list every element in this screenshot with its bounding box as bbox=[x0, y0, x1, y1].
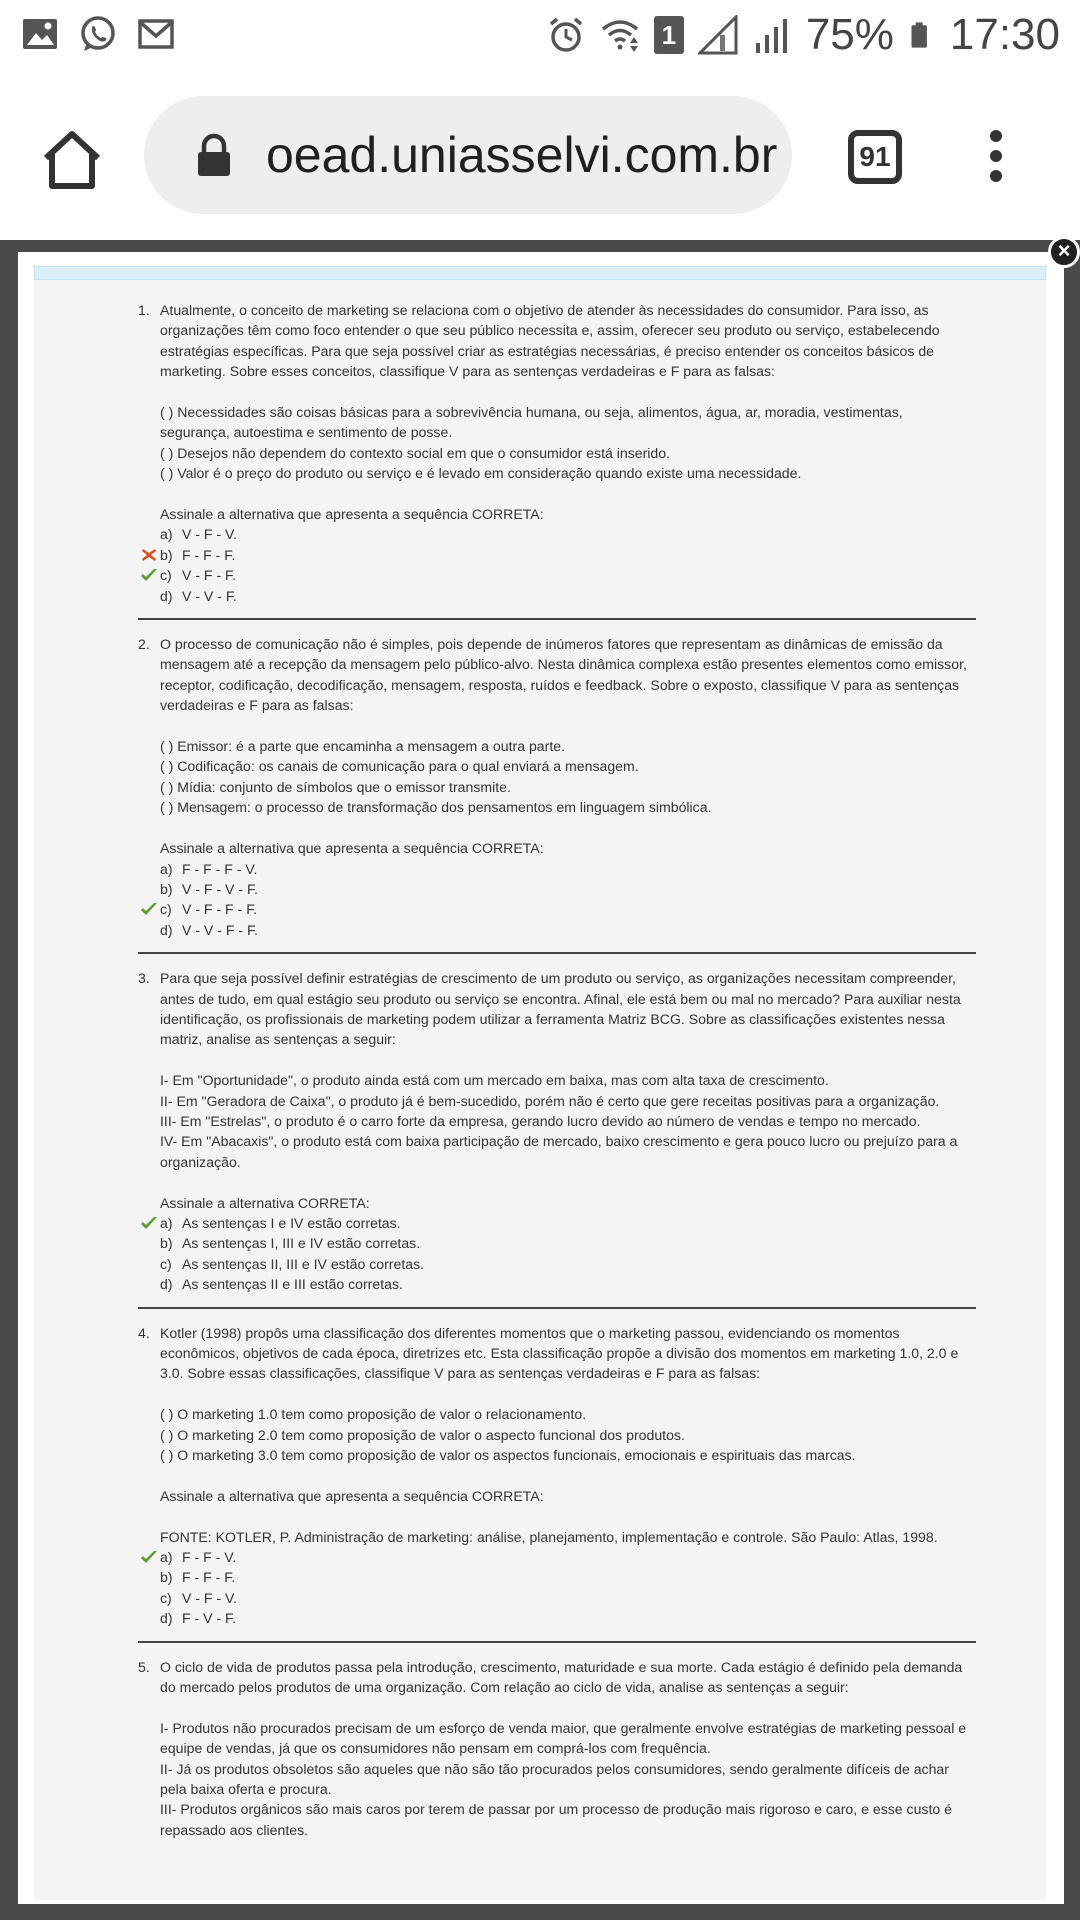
question-paragraph: ( ) Desejos não dependem do contexto social em que o consumidor está inserido. bbox=[160, 444, 671, 461]
question-paragraph: III- Em "Estrelas", o produto é o carro forte da empresa, gerando lucro devido ao número de vendas e tempo no mercado. bbox=[160, 1112, 921, 1129]
answer-option bbox=[160, 1254, 976, 1274]
option-letter: c) bbox=[160, 567, 172, 584]
option-text: V - F - F. bbox=[182, 567, 237, 584]
question-paragraph: II- Já os produtos obsoletos são aqueles que não são tão procurados pelos consumidores, sendo geralmente difíceis de achar pela baixa oferta e procura. bbox=[160, 1760, 949, 1798]
question-body bbox=[160, 1323, 976, 1629]
option-letter: b) bbox=[160, 880, 173, 897]
question-body bbox=[160, 1657, 976, 1841]
question-number: 5. bbox=[138, 1658, 150, 1675]
question-paragraph: ( ) Mensagem: o processo de transformação dos pensamentos em linguagem simbólica. bbox=[160, 799, 712, 816]
answer-option bbox=[160, 1588, 976, 1608]
question-paragraph: Atualmente, o conceito de marketing se relaciona com o objetivo de atender às necessidades do consumidor. Para isso, as organizações têm como foco entender o que seu público necessita e, assim, oferecer seu produto ou serviço, estabelecendo estratégias específicas. Para que seja possível criar as estratégias necessárias, é preciso entender os conceitos básicos de marketing. Sobre esses conceitos, classifique V para as sentenças verdadeiras e F para as falsas: bbox=[160, 302, 940, 380]
option-letter: c) bbox=[160, 1589, 172, 1606]
lock-icon bbox=[196, 133, 232, 177]
option-text: As sentenças II, III e IV estão corretas. bbox=[182, 1255, 425, 1272]
answer-option bbox=[160, 1547, 976, 1567]
spacer bbox=[160, 818, 976, 838]
question-divider bbox=[138, 952, 976, 954]
question-divider bbox=[138, 1307, 976, 1309]
answer-option bbox=[160, 524, 976, 544]
question-2 bbox=[138, 634, 976, 940]
alarm-icon bbox=[546, 15, 586, 55]
option-letter: d) bbox=[160, 1276, 173, 1293]
question-paragraph: O processo de comunicação não é simples, pois depende de inúmeros fatores que representam as dinâmicas de emissão da mensagem até a recepção da mensagem pelo público-alvo. Nesta dinâmica complexa estão presentes elementos como emissor, receptor, codificação, decodificação, mensagem, resposta, ruídos e feedback. Sobre o exposto, classifique V para as sentenças verdadeiras e F para as falsas: bbox=[160, 636, 967, 714]
question-number: 2. bbox=[138, 636, 150, 653]
more-menu-icon[interactable] bbox=[976, 128, 1016, 184]
option-letter: d) bbox=[160, 921, 173, 938]
option-text: V - V - F. bbox=[182, 587, 237, 604]
answer-option bbox=[160, 1608, 976, 1628]
question-row bbox=[138, 968, 976, 1294]
spacer bbox=[160, 1506, 976, 1526]
answer-option bbox=[160, 1567, 976, 1587]
question-number: 1. bbox=[138, 302, 150, 318]
question-paragraph: Assinale a alternativa CORRETA: bbox=[160, 1194, 370, 1211]
question-body bbox=[160, 968, 976, 1294]
question-paragraph: ( ) Emissor: é a parte que encaminha a mensagem a outra parte. bbox=[160, 738, 566, 755]
option-letter: a) bbox=[160, 1549, 173, 1566]
question-paragraph: FONTE: KOTLER, P. Administração de marketing: análise, planejamento, implementação e controle. São Paulo: Atlas, 1998. bbox=[160, 1528, 938, 1545]
question-paragraph: ( ) Mídia: conjunto de símbolos que o emissor transmite. bbox=[160, 778, 511, 795]
question-list bbox=[138, 300, 976, 1840]
question-paragraph: I- Produtos não procurados precisam de um esforço de venda maior, que geralmente envolve estratégias de marketing pessoal e equipe de vendas, já que os consumidores não pensam em comprá-los com frequência. bbox=[160, 1719, 967, 1757]
option-text: F - F - F. bbox=[182, 546, 236, 563]
wifi-icon bbox=[600, 15, 640, 55]
question-divider bbox=[138, 618, 976, 620]
signal-icon bbox=[698, 15, 738, 55]
status-bar bbox=[0, 0, 1080, 72]
question-paragraph: ( ) Necessidades são coisas básicas para a sobrevivência humana, ou seja, alimentos, água, ar, moradia, vestimentas, segurança, autoestima e sentimento de posse. bbox=[160, 404, 903, 441]
clock: 17:30 bbox=[949, 10, 1060, 59]
question-row bbox=[138, 1323, 976, 1629]
answer-option bbox=[160, 879, 976, 899]
option-letter: d) bbox=[160, 1610, 173, 1627]
question-paragraph: ( ) Valor é o preço do produto ou serviço e é levado em consideração quando existe uma necessidade. bbox=[160, 465, 802, 482]
battery-percent: 75% bbox=[805, 10, 894, 59]
question-body bbox=[160, 634, 976, 940]
spacer bbox=[160, 1172, 976, 1192]
option-letter: b) bbox=[160, 1569, 173, 1586]
question-paragraph: I- Em "Oportunidade", o produto ainda está com um mercado em baixa, mas com alta taxa de crescimento. bbox=[160, 1072, 829, 1089]
question-divider bbox=[138, 1641, 976, 1643]
check-icon bbox=[140, 567, 158, 583]
option-text: F - F - F. bbox=[182, 1569, 236, 1586]
question-paragraph: Kotler (1998) propôs uma classificação dos diferentes momentos que o marketing passou, evidenciando os momentos econômicos, objetivos de cada época, diretrizes etc. Esta classificação propõe a divisão dos momentos em marketing 1.0, 2.0 e 3.0. Sobre essas classificações, classifique V para as sentenças verdadeiras e F para as falsas: bbox=[160, 1324, 959, 1382]
gallery-icon bbox=[20, 14, 60, 54]
spacer bbox=[160, 484, 976, 504]
option-letter: c) bbox=[160, 901, 172, 918]
answer-option bbox=[160, 920, 976, 940]
spacer bbox=[160, 382, 976, 402]
answer-option bbox=[160, 1213, 976, 1233]
question-paragraph: III- Produtos orgânicos são mais caros por terem de passar por um processo de produção mais rigoroso e caro, e esse custo é repassado aos clientes. bbox=[160, 1801, 952, 1838]
battery-icon bbox=[908, 15, 936, 55]
option-letter: a) bbox=[160, 860, 173, 877]
question-paragraph: O ciclo de vida de produtos passa pela introdução, crescimento, maturidade e sua morte. Cada estágio é definido pela demanda do mercado pelos produtos de uma organização. Com relação ao ciclo de vida, analise as sentenças a seguir: bbox=[160, 1658, 963, 1696]
question-paragraph: Assinale a alternativa que apresenta a sequência CORRETA: bbox=[160, 1487, 544, 1504]
question-number: 3. bbox=[138, 970, 150, 987]
modal-content bbox=[34, 280, 1046, 1900]
question-3 bbox=[138, 968, 976, 1294]
question-row bbox=[138, 300, 976, 606]
sim-icon: 1 bbox=[654, 16, 684, 54]
answer-option bbox=[160, 1233, 976, 1253]
answer-option bbox=[160, 899, 976, 919]
question-row bbox=[138, 634, 976, 940]
question-row bbox=[138, 1657, 976, 1841]
question-number: 4. bbox=[138, 1324, 150, 1341]
option-text: F - V - F. bbox=[182, 1610, 237, 1627]
question-paragraph: Assinale a alternativa que apresenta a sequência CORRETA: bbox=[160, 506, 544, 523]
option-letter: b) bbox=[160, 546, 173, 563]
browser-toolbar bbox=[0, 72, 1080, 240]
option-text: V - F - F - F. bbox=[182, 901, 258, 918]
signal-icon bbox=[752, 15, 792, 55]
option-text: As sentenças I e IV estão corretas. bbox=[182, 1214, 401, 1231]
option-letter: c) bbox=[160, 1255, 172, 1272]
answer-option bbox=[160, 586, 976, 606]
gmail-icon bbox=[136, 14, 176, 54]
question-1 bbox=[138, 300, 976, 606]
home-icon[interactable] bbox=[40, 128, 104, 192]
check-icon bbox=[140, 1549, 158, 1565]
url-text: oead.uniasselvi.com.br bbox=[266, 127, 778, 183]
option-text: F - F - F - V. bbox=[182, 860, 258, 877]
spacer bbox=[160, 1050, 976, 1070]
question-4 bbox=[138, 1323, 976, 1629]
modal-header-bar bbox=[34, 266, 1046, 280]
whatsapp-icon bbox=[78, 14, 118, 54]
answer-option bbox=[160, 859, 976, 879]
question-paragraph: Para que seja possível definir estratégias de crescimento de um produto ou serviço, as organizações necessitam compreender, antes de tudo, em qual estágio seu produto ou serviço se encontra. Afinal, ele está bem ou mal no mercado? Para auxiliar nesta identificação, os profissionais de marketing podem utilizar a ferramenta Matriz BCG. Sobre as classificações existentes nessa matriz, analise as sentenças a seguir: bbox=[160, 970, 961, 1048]
option-letter: b) bbox=[160, 1235, 173, 1252]
spacer bbox=[160, 1384, 976, 1404]
close-icon[interactable]: × bbox=[1048, 236, 1080, 268]
spacer bbox=[160, 1697, 976, 1717]
option-letter: d) bbox=[160, 587, 173, 604]
option-text: V - F - V. bbox=[182, 526, 238, 543]
question-paragraph: ( ) Codificação: os canais de comunicação para o qual enviará a mensagem. bbox=[160, 758, 639, 775]
cross-icon bbox=[140, 547, 158, 563]
question-body bbox=[160, 300, 976, 606]
question-paragraph: ( ) O marketing 3.0 tem como proposição de valor os aspectos funcionais, emocionais e espirituais das marcas. bbox=[160, 1447, 856, 1464]
spacer bbox=[160, 716, 976, 736]
question-paragraph: Assinale a alternativa que apresenta a sequência CORRETA: bbox=[160, 840, 544, 857]
option-letter: a) bbox=[160, 1214, 173, 1231]
tab-switcher-button[interactable]: 91 bbox=[848, 130, 902, 184]
option-text: V - F - V - F. bbox=[182, 880, 258, 897]
option-letter: a) bbox=[160, 526, 173, 543]
question-paragraph: ( ) O marketing 1.0 tem como proposição de valor o relacionamento. bbox=[160, 1406, 587, 1423]
check-icon bbox=[140, 1215, 158, 1231]
question-paragraph: ( ) O marketing 2.0 tem como proposição de valor o aspecto funcional dos produtos. bbox=[160, 1426, 685, 1443]
option-text: As sentenças I, III e IV estão corretas. bbox=[182, 1235, 421, 1252]
question-paragraph: IV- Em "Abacaxis", o produto está com baixa participação de mercado, baixo crescimento e gera pouco lucro ou prejuízo para a organização. bbox=[160, 1133, 958, 1170]
option-text: As sentenças II e III estão corretas. bbox=[182, 1276, 403, 1293]
option-text: V - F - V. bbox=[182, 1589, 238, 1606]
answer-option bbox=[160, 545, 976, 565]
question-paragraph: II- Em "Geradora de Caixa", o produto já é bem-sucedido, porém não é certo que gere receitas positivas para a organização. bbox=[160, 1092, 940, 1109]
answer-option bbox=[160, 1274, 976, 1294]
option-text: F - F - V. bbox=[182, 1549, 237, 1566]
option-text: V - V - F - F. bbox=[182, 921, 258, 938]
address-bar[interactable] bbox=[144, 96, 792, 214]
spacer bbox=[160, 1465, 976, 1485]
check-icon bbox=[140, 901, 158, 917]
question-5 bbox=[138, 1657, 976, 1841]
answer-option bbox=[160, 565, 976, 585]
